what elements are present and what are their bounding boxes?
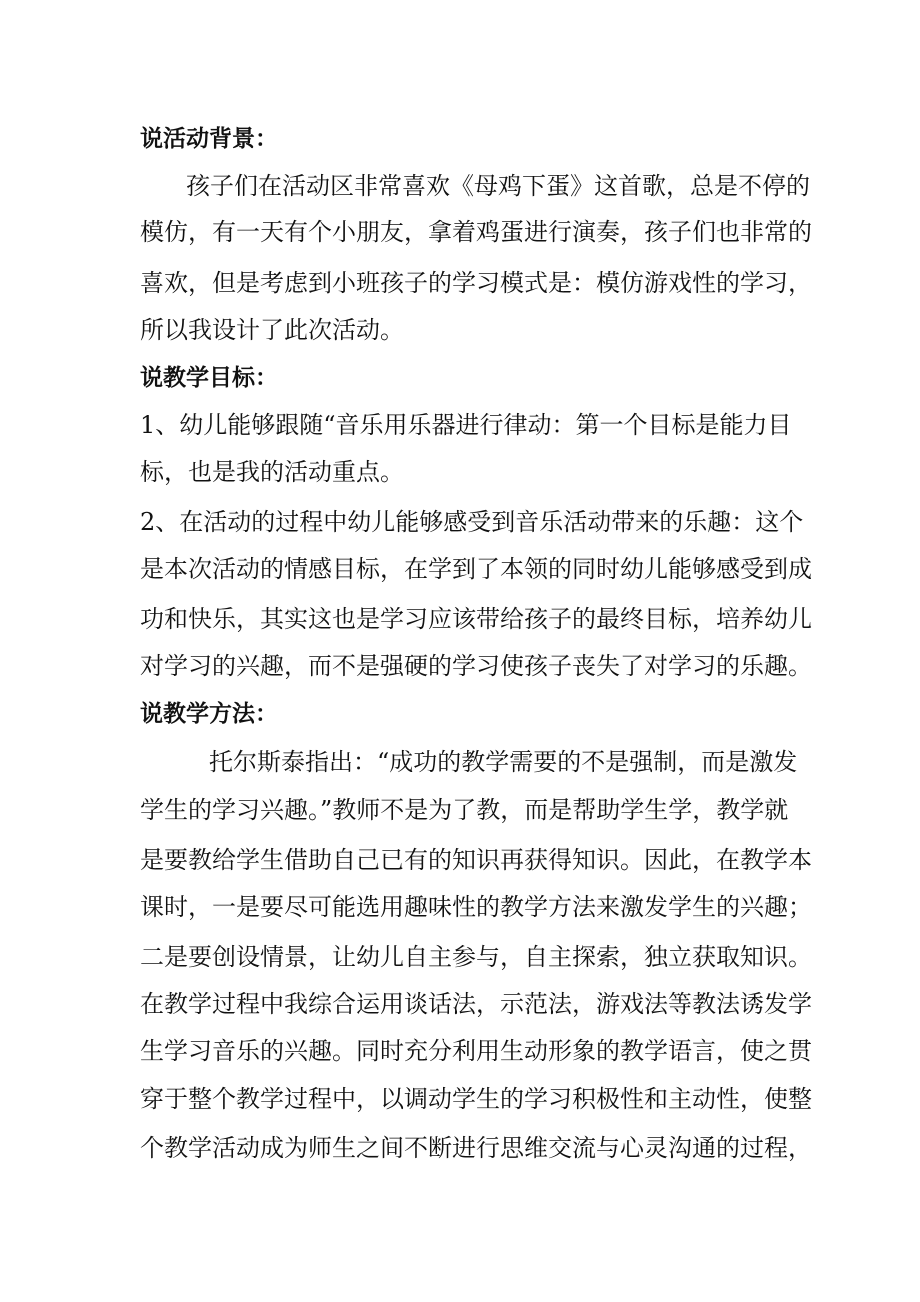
paragraph-line: 对学习的兴趣，而不是强硬的学习使孩子丧失了对学习的乐趣。 [140, 652, 812, 680]
paragraph-line: 在教学过程中我综合运用谈话法，示范法，游戏法等教法诱发学 [140, 990, 812, 1018]
paragraph-line: 孩子们在活动区非常喜欢《母鸡下蛋》这首歌，总是不停的 [186, 172, 810, 200]
section-heading-methods: 说教学方法： [140, 701, 278, 727]
paragraph-line: 模仿，有一天有个小朋友，拿着鸡蛋进行演奏，孩子们也非常的 [140, 218, 812, 246]
paragraph-line: 是本次活动的情感目标，在学到了本领的同时幼儿能够感受到成 [140, 555, 812, 583]
paragraph-line: 喜欢，但是考虑到小班孩子的学习模式是：模仿游戏性的学习， [140, 269, 812, 297]
paragraph-line: 功和快乐，其实这也是学习应该带给孩子的最终目标，培养幼儿 [140, 605, 812, 633]
paragraph-line: 托尔斯泰指出：“成功的教学需要的不是强制，而是激发 [209, 748, 798, 776]
paragraph-line: 课时，一是要尽可能选用趣味性的教学方法来激发学生的兴趣； [140, 893, 812, 921]
paragraph-line: 1、幼儿能够跟随“音乐用乐器进行律动：第一个目标是能力目 [140, 411, 792, 439]
section-heading-goals: 说教学目标： [140, 365, 278, 391]
paragraph-line: 穿于整个教学过程中，以调动学生的学习积极性和主动性，使整 [140, 1085, 812, 1113]
paragraph-line: 所以我设计了此次活动。 [140, 316, 404, 344]
section-heading-background: 说活动背景： [140, 126, 278, 152]
paragraph-line: 学生的学习兴趣。”教师不是为了教，而是帮助学生学，教学就 [140, 796, 789, 824]
paragraph-line: 生学习音乐的兴趣。同时充分利用生动形象的教学语言，使之贯 [140, 1037, 812, 1065]
paragraph-line: 2、在活动的过程中幼儿能够感受到音乐活动带来的乐趣：这个 [140, 508, 804, 536]
paragraph-line: 标，也是我的活动重点。 [140, 458, 404, 486]
paragraph-line: 二是要创设情景，让幼儿自主参与，自主探索，独立获取知识。 [140, 943, 812, 971]
paragraph-line: 个教学活动成为师生之间不断进行思维交流与心灵沟通的过程， [140, 1134, 812, 1162]
paragraph-line: 是要教给学生借助自己已有的知识再获得知识。因此，在教学本 [140, 846, 812, 874]
